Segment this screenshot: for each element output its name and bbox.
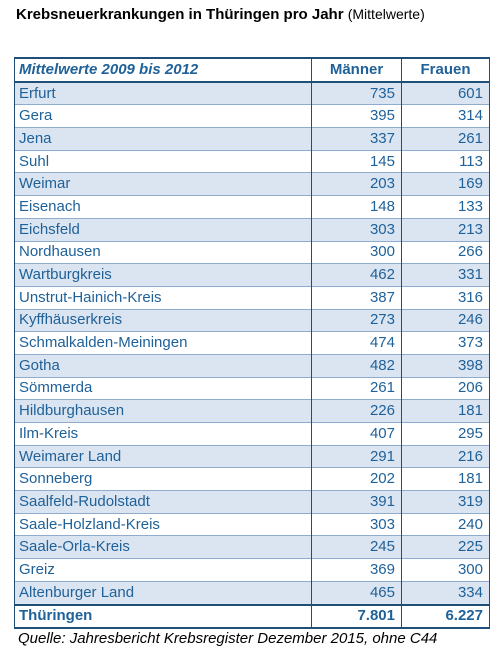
cell-region: Gera (15, 105, 312, 128)
cell-region: Suhl (15, 150, 312, 173)
cell-women: 261 (402, 128, 490, 151)
cell-region: Greiz (15, 559, 312, 582)
table-body (15, 82, 490, 605)
header-region: Mittelwerte 2009 bis 2012 (15, 58, 312, 82)
cell-men: 303 (312, 513, 402, 536)
cell-region: Sonneberg (15, 468, 312, 491)
table-row (15, 128, 490, 151)
cell-region: Gotha (15, 354, 312, 377)
cell-region: Saale-Holzland-Kreis (15, 513, 312, 536)
cell-region: Eichsfeld (15, 218, 312, 241)
cell-men: 474 (312, 332, 402, 355)
cell-men: 300 (312, 241, 402, 264)
cell-women: 225 (402, 536, 490, 559)
cell-women: 319 (402, 491, 490, 514)
table-row (15, 218, 490, 241)
table-row (15, 150, 490, 173)
cell-men: 482 (312, 354, 402, 377)
cell-women: 181 (402, 400, 490, 423)
cell-women: 181 (402, 468, 490, 491)
table-row (15, 105, 490, 128)
cell-men: 735 (312, 82, 402, 105)
cell-women: 334 (402, 581, 490, 604)
table-row (15, 332, 490, 355)
cell-region: Jena (15, 128, 312, 151)
cell-women: 300 (402, 559, 490, 582)
table-row (15, 581, 490, 604)
cell-men: 407 (312, 423, 402, 446)
cell-women: 295 (402, 423, 490, 446)
cell-region: Weimar (15, 173, 312, 196)
table-row (15, 309, 490, 332)
cell-women: 314 (402, 105, 490, 128)
cell-men: 391 (312, 491, 402, 514)
cell-region: Hildburghausen (15, 400, 312, 423)
total-women: 6.227 (402, 605, 490, 629)
title-subtitle: (Mittelwerte) (347, 6, 425, 22)
cell-women: 133 (402, 196, 490, 219)
cell-women: 266 (402, 241, 490, 264)
table-row (15, 423, 490, 446)
source-note: Quelle: Jahresbericht Krebsregister Dezember 2015, ohne C44 (18, 630, 438, 647)
cell-region: Saalfeld-Rudolstadt (15, 491, 312, 514)
table-row (15, 82, 490, 105)
cell-women: 373 (402, 332, 490, 355)
cell-men: 245 (312, 536, 402, 559)
cell-women: 601 (402, 82, 490, 105)
cell-region: Eisenach (15, 196, 312, 219)
cell-women: 331 (402, 264, 490, 287)
cell-women: 113 (402, 150, 490, 173)
cell-men: 261 (312, 377, 402, 400)
table-row (15, 400, 490, 423)
cell-men: 462 (312, 264, 402, 287)
cell-men: 303 (312, 218, 402, 241)
table-row (15, 173, 490, 196)
cell-men: 337 (312, 128, 402, 151)
cell-region: Schmalkalden-Meiningen (15, 332, 312, 355)
cell-women: 240 (402, 513, 490, 536)
cell-men: 273 (312, 309, 402, 332)
cell-region: Wartburgkreis (15, 264, 312, 287)
cell-women: 316 (402, 286, 490, 309)
cell-men: 395 (312, 105, 402, 128)
total-region: Thüringen (15, 605, 312, 629)
cell-men: 387 (312, 286, 402, 309)
table-row (15, 286, 490, 309)
table-row (15, 264, 490, 287)
total-row (15, 605, 490, 629)
table-row (15, 468, 490, 491)
cell-men: 148 (312, 196, 402, 219)
table-row (15, 377, 490, 400)
cell-region: Saale-Orla-Kreis (15, 536, 312, 559)
table-header-row (15, 58, 490, 82)
cell-region: Ilm-Kreis (15, 423, 312, 446)
cell-men: 226 (312, 400, 402, 423)
cell-region: Sömmerda (15, 377, 312, 400)
header-women: Frauen (402, 58, 490, 82)
cell-men: 369 (312, 559, 402, 582)
cell-women: 213 (402, 218, 490, 241)
table-row (15, 354, 490, 377)
table-row (15, 559, 490, 582)
cell-region: Erfurt (15, 82, 312, 105)
page-title (16, 6, 425, 23)
cell-men: 202 (312, 468, 402, 491)
cell-men: 465 (312, 581, 402, 604)
cell-women: 398 (402, 354, 490, 377)
table-row (15, 536, 490, 559)
cell-women: 246 (402, 309, 490, 332)
cell-men: 291 (312, 445, 402, 468)
cell-region: Nordhausen (15, 241, 312, 264)
table-row (15, 445, 490, 468)
cell-men: 203 (312, 173, 402, 196)
cell-women: 206 (402, 377, 490, 400)
table-row (15, 491, 490, 514)
cell-women: 169 (402, 173, 490, 196)
incidence-table (14, 57, 490, 629)
total-men: 7.801 (312, 605, 402, 629)
table-row (15, 513, 490, 536)
cell-region: Weimarer Land (15, 445, 312, 468)
table-row (15, 241, 490, 264)
table-row (15, 196, 490, 219)
cell-women: 216 (402, 445, 490, 468)
header-men: Männer (312, 58, 402, 82)
cell-men: 145 (312, 150, 402, 173)
cell-region: Unstrut-Hainich-Kreis (15, 286, 312, 309)
cell-region: Altenburger Land (15, 581, 312, 604)
title-main: Krebsneuerkrankungen in Thüringen pro Jahr (16, 6, 344, 23)
cell-region: Kyffhäuserkreis (15, 309, 312, 332)
